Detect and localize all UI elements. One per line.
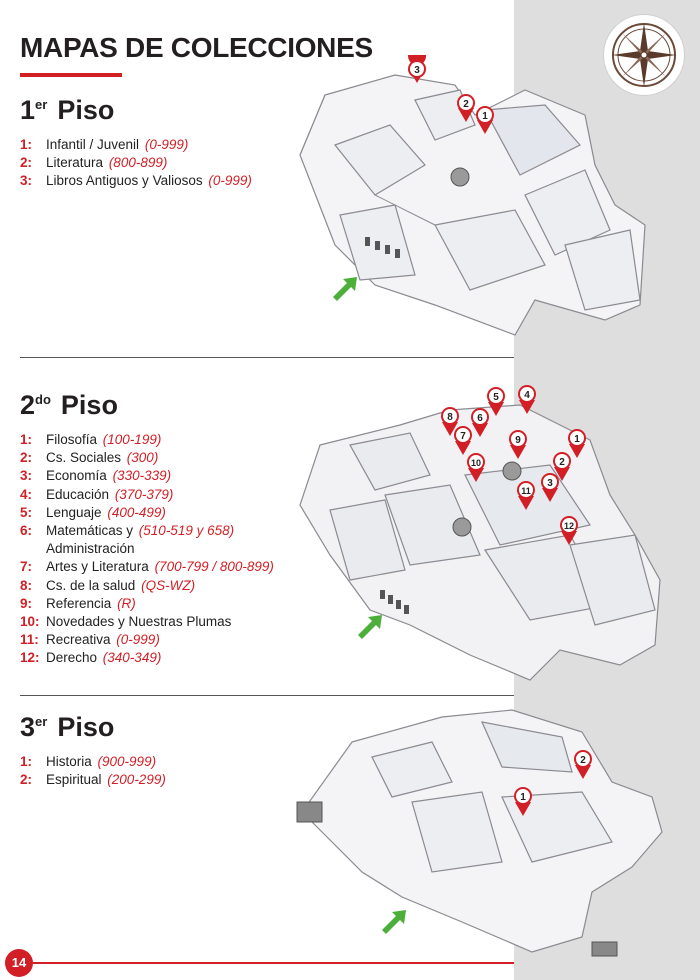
svg-text:11: 11: [521, 486, 531, 496]
page-title: MAPAS DE COLECCIONES: [20, 32, 373, 63]
footer-line: [33, 962, 514, 964]
svg-text:1: 1: [574, 434, 580, 445]
legend-item: 3: Libros Antiguos y Valiosos (0-999): [20, 173, 252, 189]
svg-text:2: 2: [463, 99, 469, 110]
legend-item: 2: Literatura (800-899): [20, 155, 168, 171]
floor-3-legend: [20, 753, 166, 789]
section-divider: [20, 695, 514, 696]
floor-2-title: $2^{do}$ Piso: [20, 390, 118, 420]
floor-3-map: [292, 702, 677, 962]
legend-item: 3: Economía (330-339): [20, 468, 172, 484]
svg-text:5: 5: [493, 392, 499, 403]
svg-text:1: 1: [520, 792, 526, 803]
svg-text:2: 2: [580, 755, 586, 766]
legend-item: 7: Artes y Literatura (700-799 / 800-899): [20, 559, 274, 575]
svg-text:3: 3: [414, 65, 420, 76]
legend-item: 2: Cs. Sociales (300): [20, 450, 159, 466]
legend-item: 1: Infantil / Juvenil (0-999): [20, 137, 189, 152]
title-underline: [20, 73, 122, 77]
legend-item-continuation: Administración: [46, 541, 135, 557]
floor-1-title: 1er Piso: [20, 95, 115, 125]
svg-text:6: 6: [477, 413, 483, 424]
floor-2-legend: [20, 431, 274, 668]
section-divider: [20, 357, 514, 358]
floor-2-map: [290, 385, 675, 685]
svg-text:7: 7: [460, 431, 466, 442]
legend-item: 9: Referencia (R): [20, 595, 136, 611]
svg-text:2: 2: [559, 457, 565, 468]
legend-item: 11: Recreativa (0-999): [20, 632, 160, 648]
legend-item: 10: Novedades y Nuestras Plumas: [20, 614, 232, 630]
svg-text:1: 1: [482, 111, 488, 122]
legend-item: 2: Espiritual (200-299): [20, 772, 166, 788]
svg-text:12: 12: [563, 521, 575, 531]
svg-text:9: 9: [515, 435, 521, 446]
entrance-arrow-icon: [382, 910, 406, 934]
floor-1-legend: [20, 136, 252, 191]
svg-text:10: 10: [470, 458, 482, 468]
floor-1-map: [285, 55, 665, 345]
legend-item: 4: Educación (370-379): [20, 486, 174, 502]
legend-item: 5: Lenguaje (400-499): [20, 504, 166, 520]
page-number: 14: [5, 949, 33, 977]
entrance-arrow-icon: [358, 615, 382, 639]
svg-text:3: 3: [547, 478, 553, 489]
legend-item: 8: Cs. de la salud (QS-WZ): [20, 577, 196, 593]
svg-text:4: 4: [524, 390, 530, 401]
entrance-arrow-icon: [333, 277, 357, 301]
svg-text:8: 8: [447, 412, 453, 423]
floor-3-title: 3er Piso: [20, 712, 115, 742]
legend-item: 1: Historia (900-999): [20, 754, 157, 769]
legend-item: 1: Filosofía (100-199): [20, 432, 162, 447]
legend-item: 6: Matemáticas y (510-519 y 658): [20, 523, 235, 539]
legend-item: 12: Derecho (340-349): [20, 650, 162, 666]
